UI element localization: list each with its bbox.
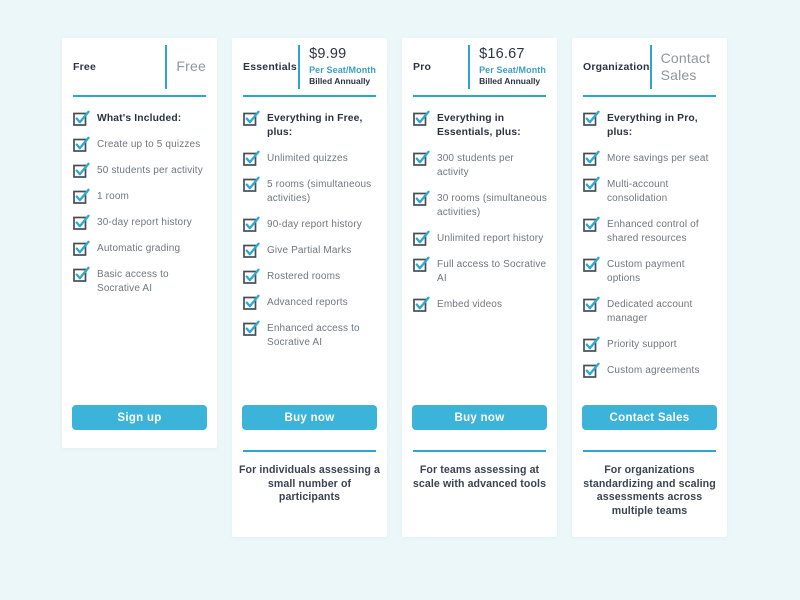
buy-now-button[interactable]: Buy now — [412, 405, 547, 430]
checkmark-icon — [243, 150, 260, 166]
checkmark-icon — [413, 110, 430, 126]
feature-item — [413, 298, 548, 312]
feature-item — [413, 152, 548, 180]
checkmark-icon — [413, 190, 430, 206]
feature-label: Embed videos — [437, 299, 503, 310]
plan-footer — [402, 430, 557, 491]
feature-item — [243, 244, 378, 258]
price-amount: $9.99 — [309, 46, 347, 63]
feature-item-lead — [413, 112, 548, 140]
checkmark-icon — [583, 362, 600, 378]
plan-price — [479, 46, 546, 87]
plan-description: For organizations standardizing and scaling assessments across multiple teams — [583, 464, 716, 517]
price-amount: Free — [176, 58, 206, 75]
feature-item — [583, 364, 718, 378]
price-billing: Billed Annually — [309, 76, 371, 87]
price-per-seat: Per Seat/Month — [309, 64, 376, 75]
feature-label: Everything in Essentials, plus: — [437, 113, 521, 138]
checkmark-icon — [413, 296, 430, 312]
feature-label: 50 students per activity — [97, 165, 203, 176]
plan-price — [661, 50, 716, 82]
feature-label: Priority support — [607, 339, 677, 350]
price-per-seat: Per Seat/Month — [479, 64, 546, 75]
plan-card-pro — [402, 38, 557, 537]
feature-label: Give Partial Marks — [267, 245, 352, 256]
feature-item — [583, 152, 718, 166]
checkmark-icon — [243, 176, 260, 192]
feature-item — [583, 258, 718, 286]
checkmark-icon — [73, 162, 90, 178]
feature-label: Custom payment options — [607, 259, 685, 284]
feature-item-lead — [243, 112, 378, 140]
feature-label: Multi-account consolidation — [607, 179, 669, 204]
plan-header — [402, 38, 557, 95]
plan-price — [176, 58, 206, 74]
feature-label: Basic access to Socrative AI — [97, 269, 169, 294]
signup-button[interactable]: Sign up — [72, 405, 207, 430]
checkmark-icon — [243, 320, 260, 336]
feature-item — [243, 322, 378, 350]
feature-label: 1 room — [97, 191, 130, 202]
feature-item-lead — [583, 112, 718, 140]
feature-label: Enhanced control of shared resources — [607, 219, 699, 244]
plan-description: For teams assessing at scale with advanced tools — [412, 464, 547, 490]
buy-now-button[interactable]: Buy now — [242, 405, 377, 430]
feature-label: Automatic grading — [97, 243, 181, 254]
header-vertical-divider — [298, 45, 300, 89]
feature-label: 30 rooms (simultaneous activities) — [437, 193, 548, 218]
feature-list — [402, 97, 557, 405]
checkmark-icon — [243, 216, 260, 232]
feature-label: 300 students per activity — [437, 153, 514, 178]
checkmark-icon — [583, 296, 600, 312]
checkmark-icon — [583, 110, 600, 126]
plan-header — [572, 38, 727, 95]
feature-label: Enhanced access to Socrative AI — [267, 323, 360, 348]
plan-name: Organization — [583, 60, 650, 73]
feature-item — [583, 178, 718, 206]
pricing-board — [62, 38, 727, 537]
contact-sales-button[interactable]: Contact Sales — [582, 405, 717, 430]
feature-label: Custom agreements — [607, 365, 700, 376]
feature-list — [232, 97, 387, 405]
header-vertical-divider — [468, 45, 470, 89]
plan-card-free — [62, 38, 217, 448]
feature-item — [73, 164, 208, 178]
checkmark-icon — [413, 150, 430, 166]
feature-item — [243, 270, 378, 284]
feature-item — [73, 216, 208, 230]
price-amount: $16.67 — [479, 46, 525, 63]
feature-label: Create up to 5 quizzes — [97, 139, 201, 150]
feature-item — [583, 298, 718, 326]
price-billing: Billed Annually — [479, 76, 541, 87]
feature-item — [243, 178, 378, 206]
feature-label: What's Included: — [97, 113, 182, 124]
checkmark-icon — [243, 110, 260, 126]
feature-item — [413, 232, 548, 246]
checkmark-icon — [583, 150, 600, 166]
header-vertical-divider — [650, 45, 652, 89]
feature-item — [73, 190, 208, 204]
feature-label: 90-day report history — [267, 219, 362, 230]
feature-list — [572, 97, 727, 405]
header-vertical-divider — [165, 45, 167, 89]
plan-footer — [572, 430, 727, 518]
checkmark-icon — [73, 136, 90, 152]
feature-label: Unlimited quizzes — [267, 153, 348, 164]
checkmark-icon — [243, 294, 260, 310]
feature-label: Advanced reports — [267, 297, 348, 308]
plan-card-organization — [572, 38, 727, 537]
checkmark-icon — [73, 266, 90, 282]
feature-item — [73, 242, 208, 256]
feature-item — [243, 218, 378, 232]
feature-item — [243, 152, 378, 166]
feature-item — [583, 338, 718, 352]
plan-name: Free — [73, 60, 96, 73]
feature-label: Dedicated account manager — [607, 299, 693, 324]
checkmark-icon — [413, 256, 430, 272]
feature-label: Full access to Socrative AI — [437, 259, 547, 284]
feature-list — [62, 97, 217, 405]
feature-label: Unlimited report history — [437, 233, 544, 244]
plan-footer — [232, 430, 387, 505]
checkmark-icon — [73, 110, 90, 126]
checkmark-icon — [243, 268, 260, 284]
feature-label: 5 rooms (simultaneous activities) — [267, 179, 372, 204]
feature-item — [243, 296, 378, 310]
plan-name: Pro — [413, 60, 432, 73]
plan-name: Essentials — [243, 60, 297, 73]
checkmark-icon — [243, 242, 260, 258]
feature-label: Everything in Pro, plus: — [607, 113, 698, 138]
checkmark-icon — [583, 176, 600, 192]
plan-header — [232, 38, 387, 95]
plan-description: For individuals assessing a small number of participants — [238, 464, 381, 503]
checkmark-icon — [73, 214, 90, 230]
checkmark-icon — [73, 188, 90, 204]
feature-label: 30-day report history — [97, 217, 192, 228]
checkmark-icon — [583, 216, 600, 232]
checkmark-icon — [413, 230, 430, 246]
checkmark-icon — [583, 336, 600, 352]
feature-label: More savings per seat — [607, 153, 709, 164]
feature-item — [413, 192, 548, 220]
checkmark-icon — [73, 240, 90, 256]
feature-label: Everything in Free, plus: — [267, 113, 363, 138]
feature-item — [583, 218, 718, 246]
plan-card-essentials — [232, 38, 387, 537]
plan-header — [62, 38, 217, 95]
feature-item-lead — [73, 112, 208, 126]
checkmark-icon — [583, 256, 600, 272]
plan-price — [309, 46, 376, 87]
feature-item — [413, 258, 548, 286]
feature-item — [73, 268, 208, 296]
price-amount: Contact Sales — [660, 50, 711, 83]
feature-item — [73, 138, 208, 152]
feature-label: Rostered rooms — [267, 271, 341, 282]
